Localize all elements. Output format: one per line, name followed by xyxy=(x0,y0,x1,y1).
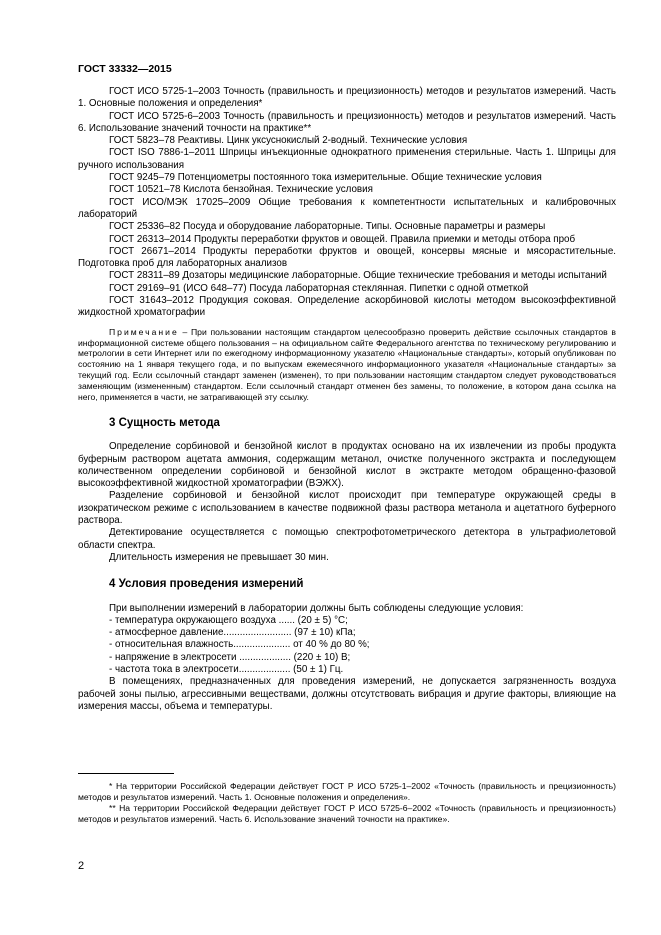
condition-item: - атмосферное давление......................... (97 ± 10) кПа; xyxy=(109,627,356,639)
page-header: ГОСТ 33332—2015 xyxy=(78,63,172,75)
section-4-title: 4 Условия проведения измерений xyxy=(109,578,304,591)
s3-paragraph: Разделение сорбиновой и бензойной кислот происходит при температуре окружающей среды в изократическом режиме с использованием в качестве подвижной фазы раствора метанола и ацетатного буферного раствора. xyxy=(78,490,616,527)
condition-item: - температура окружающего воздуха ...... (20 ± 5) °С; xyxy=(109,614,348,626)
s4-intro: При выполнении измерений в лаборатории должны быть соблюдены следующие условия: xyxy=(109,602,524,614)
section-3-title: 3 Сущность метода xyxy=(109,416,220,429)
ref-item: ГОСТ ISO 7886-1–2011 Шприцы инъекционные однократного применения стерильные. Часть 1. Шприцы для ручного использования xyxy=(78,147,616,171)
condition-item: - относительная влажность..................... от 40 % до 80 %; xyxy=(109,639,370,651)
s3-paragraph: Детектирование осуществляется с помощью спектрофотометрического детектора в ультрафиолетовой области спектра. xyxy=(78,527,616,551)
note-paragraph xyxy=(78,327,616,403)
note-label: Примечание xyxy=(109,326,179,337)
ref-item: ГОСТ 5823–78 Реактивы. Цинк уксуснокислый 2-водный. Технические условия xyxy=(109,135,468,147)
s3-paragraph: Определение сорбиновой и бензойной кислот в продуктах основано на их извлечении из пробы продукта буферным раствором ацетата аммония, содержащим метанол, очистке полученного экстракта и последующем количественном определении сорбиновой и бензойной кислот в экстракте методом обращенно-фазовой высокоэффективной жидкостной хроматографии (ВЭЖХ). xyxy=(78,441,616,490)
note-text: – При пользовании настоящим стандартом целесообразно проверить действие ссылочных стандартов в информационной системе общего пользования – на официальном сайте Федерального агентства по техническому регулированию и метрологии в сети Интернет или по ежегодному информационному указателю «Национальные стандарты», который опубликован по состоянию на 1 января текущего года, и по выпускам ежемесячного информационного указателя «Национальные стандарты» за текущий год. Если ссылочный стандарт заменен (изменен), то при пользовании настоящим стандартом следует руководствоваться заменяющим (измененным) стандартом. Если ссылочный стандарт отменен без замены, то положение, в котором дана ссылка на него, применяется в части, не затрагивающей эту ссылку. xyxy=(78,326,616,403)
s3-paragraph: Длительность измерения не превышает 30 мин. xyxy=(109,551,329,563)
ref-item: ГОСТ ИСО/МЭК 17025–2009 Общие требования к компетентности испытательных и калибровочных лабораторий xyxy=(78,196,616,220)
page-body xyxy=(78,86,616,713)
ref-item: ГОСТ ИСО 5725-6–2003 Точность (правильность и прецизионность) методов и результатов измерений. Часть 6. Использование значений точности на практике** xyxy=(78,110,616,134)
ref-item: ГОСТ 10521–78 Кислота бензойная. Технические условия xyxy=(109,184,373,196)
ref-item: ГОСТ 26671–2014 Продукты переработки фруктов и овощей, консервы мясные и мясорастительные. Подготовка проб для лабораторных анализов xyxy=(78,245,616,270)
ref-item: ГОСТ 31643–2012 Продукция соковая. Определение аскорбиновой кислоты методом высокоэффективной жидкостной хроматографии xyxy=(78,295,616,319)
ref-item: ГОСТ 29169–91 (ИСО 648–77) Посуда лабораторная стеклянная. Пипетки с одной отметкой xyxy=(109,282,529,294)
ref-item: ГОСТ ИСО 5725-1–2003 Точность (правильность и прецизионность) методов и результатов измерений. Часть 1. Основные положения и определения* xyxy=(78,86,616,110)
ref-item: ГОСТ 9245–79 Потенциометры постоянного тока измерительные. Общие технические условия xyxy=(109,172,542,184)
ref-item: ГОСТ 28311–89 Дозаторы медицинские лабораторные. Общие технические требования и методы испытаний xyxy=(109,270,607,282)
page-number: 2 xyxy=(78,860,85,872)
ref-item: ГОСТ 26313–2014 Продукты переработки фруктов и овощей. Правила приемки и методы отбора проб xyxy=(109,233,576,245)
condition-item: - напряжение в электросети ................... (220 ± 10) В; xyxy=(109,651,351,663)
ref-item: ГОСТ 25336–82 Посуда и оборудование лабораторные. Типы. Основные параметры и размеры xyxy=(109,221,546,233)
footnote: ** На территории Российской Федерации действует ГОСТ Р ИСО 5725-6–2002 «Точность (правильность и прецизионность) методов и результатов измерений. Часть 6. Использование значений точности на практике». xyxy=(78,802,616,824)
footnote: * На территории Российской Федерации действует ГОСТ Р ИСО 5725-1–2002 «Точность (правильность и прецизионность) методов и результатов измерений. Часть 1. Основные положения и определения». xyxy=(78,781,616,802)
footnote-separator xyxy=(78,773,174,774)
condition-item: - частота тока в электросети................... (50 ± 1) Гц. xyxy=(109,664,344,676)
s4-final-paragraph: В помещениях, предназначенных для проведения измерений, не допускается загрязненность воздуха рабочей зоны пылью, агрессивными веществами, должны отсутствовать вибрация и другие факторы, влияющие на измерения массы, объема и температуры. xyxy=(78,676,616,712)
footnotes xyxy=(78,781,616,825)
